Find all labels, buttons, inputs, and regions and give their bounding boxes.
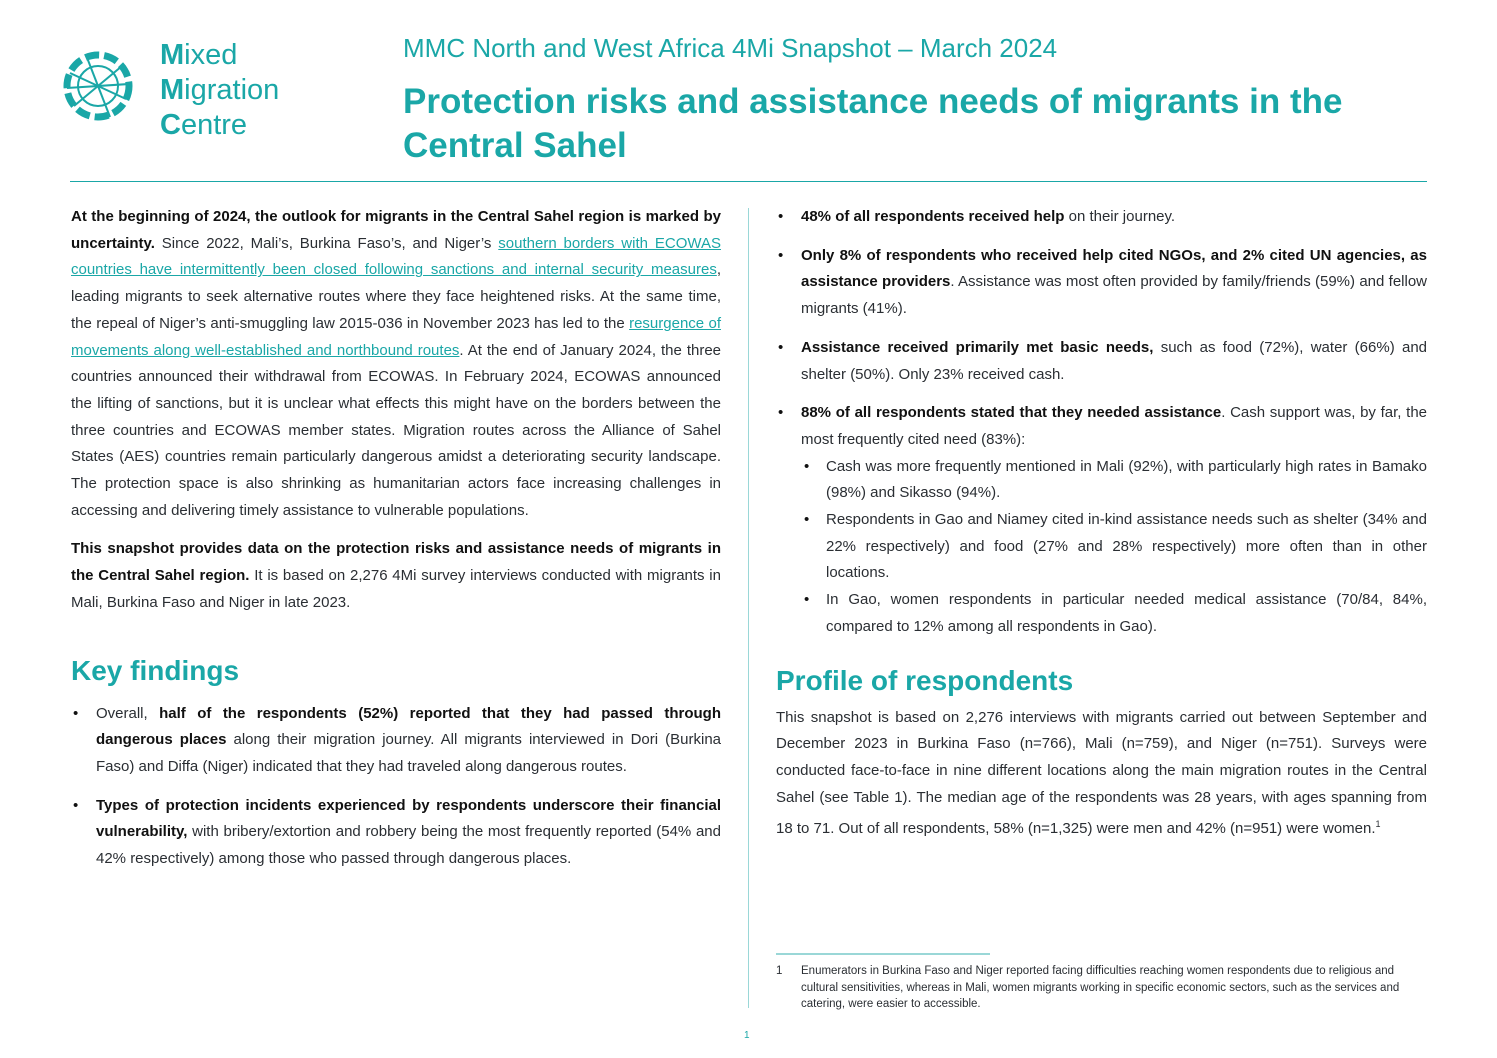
mmc-logo — [60, 38, 300, 141]
header-divider — [70, 181, 1427, 182]
intro-paragraph-2: This snapshot provides data on the protection risks and assistance needs of migrants in the Central Sahel region. It is based on 2,276 4Mi survey interviews conducted with migrants in Mali, Burkina Faso and Niger in late 2023. — [71, 540, 721, 611]
footnote-reference[interactable]: 1 — [1375, 819, 1381, 830]
sub-list-item: • In Gao, women respondents in particular needed medical assistance (70/84, 84%, compared to 12% among all respondents in Gao). — [801, 587, 1427, 640]
list-item: • Overall, half of the respondents (52%) reported that they had passed through dangerous places along their migration journey. All migrants interviewed in Dori (Burkina Faso) and Diffa (Niger) indicated that they had traveled along dangerous routes. — [71, 701, 721, 781]
list-item: • Types of protection incidents experienced by respondents underscore their financial vulnerability, with bribery/extortion and robbery being the most frequently reported (54% and 42% respectively) among those who passed through dangerous places. — [71, 793, 721, 873]
key-findings-list-right — [776, 204, 1427, 641]
resurgence-movements-link[interactable]: resurgence of movements along well-established and northbound routes — [71, 314, 721, 359]
key-findings-heading: Key findings — [71, 654, 240, 686]
footnote-text: Enumerators in Burkina Faso and Niger reported facing difficulties reaching women respondents due to religious and cultural sensitivities, whereas in Mali, women migrants working in specific economic sectors, such as the services and catering, were easier to accessible. — [801, 965, 1400, 1010]
footnote-number: 1 — [776, 965, 783, 977]
profile-paragraph: This snapshot is based on 2,276 interviews with migrants carried out between September and December 2023 in Burkina Faso (n=766), Mali (n=759), and Niger (n=751). Surveys were conducted face-to-face in nine different locations along the main migration routes in the Central Sahel (see Table 1). The median age of the respondents was 28 years, with ages spanning from 18 to 71. Out of all respondents, 58% (n=1,325) were men and 42% (n=951) were women.$^1$ — [776, 708, 1427, 838]
intro-paragraph-1: At the beginning of 2024, the outlook for migrants in the Central Sahel region is marked by uncertainty. Since 2022, Mali’s, Burkina Faso’s, and Niger’s southern borders with ECOWAS countries have intermittently been closed following sanctions and internal security measures, leading migrants to seek alternative routes where they face heightened risks. At the same time, the repeal of Niger’s anti-smuggling law 2015-036 in November 2023 has led to the resurgence of movements along well-established and northbound routes. At the end of January 2024, the three countries announced their withdrawal from ECOWAS. In February 2024, ECOWAS announced the lifting of sanctions, but it is unclear what effects this might have on the borders between the three countries and ECOWAS member states. Migration routes across the Alliance of Sahel States (AES) countries remain particularly dangerous amidst a deteriorating security landscape. The protection space is also shrinking as humanitarian actors face increasing challenges in accessing and delivering timely assistance to vulnerable populations. — [71, 208, 722, 519]
list-item: • 48% of all respondents received help on their journey. — [776, 204, 1427, 231]
column-divider — [748, 208, 749, 1008]
southern-borders-link[interactable]: southern borders with ECOWAS countries have intermittently been closed following sanctions and internal security measures — [71, 234, 721, 279]
globe-mark-icon — [60, 38, 140, 136]
logo-wordmark: Mixed Migration Centre — [160, 39, 280, 141]
sub-list-item: • Respondents in Gao and Niamey cited in-kind assistance needs such as shelter (34% and 22% respectively) and food (27% and 28% respectively) more often than in other locations. — [801, 507, 1427, 587]
right-column — [776, 204, 1427, 855]
page-title: Protection risks and assistance needs of migrants in the Central Sahel — [403, 82, 1343, 165]
sub-list-item: • Cash was more frequently mentioned in Mali (92%), with particularly high rates in Bamako (98%) and Sikasso (94%). — [801, 454, 1427, 507]
report-subtitle: MMC North and West Africa 4Mi Snapshot – March 2024 — [403, 33, 1058, 63]
page-number: 1 — [744, 1030, 750, 1041]
assistance-needs-sublist — [801, 454, 1427, 641]
footnote-divider — [776, 953, 990, 955]
footnote — [776, 963, 1426, 1013]
left-column — [71, 204, 721, 885]
list-item: • 88% of all respondents stated that they needed assistance. Cash support was, by far, the most frequently cited need (83%): • Cash was more frequently mentioned in Mali (92%), with particularly high rates in Bamako (98%) and Sikasso (94%). • Respondents in Gao and Niamey cited in-kind assistance needs such as shelter (34% and 22% respectively) and food (27% and 28% respectively) more often than in other locations. • In Gao, women respondents in particular needed medical assistance (70/84, 84%, compared to 12% among all respondents in Gao). — [776, 400, 1427, 640]
profile-heading: Profile of respondents — [776, 664, 1074, 696]
list-item: • Only 8% of respondents who received help cited NGOs, and 2% cited UN agencies, as assistance providers. Assistance was most often provided by family/friends (59%) and fellow migrants (41%). — [776, 243, 1427, 323]
key-findings-list-left — [71, 701, 721, 873]
list-item: • Assistance received primarily met basic needs, such as food (72%), water (66%) and shelter (50%). Only 23% received cash. — [776, 335, 1427, 388]
